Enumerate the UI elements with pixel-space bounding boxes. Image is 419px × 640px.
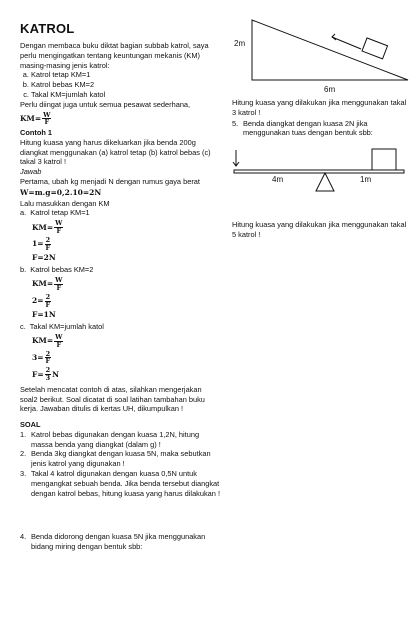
km-type-item: b. Katrol bebas KM=2	[31, 80, 220, 90]
load-box	[372, 149, 396, 170]
fraction-numerator: W	[43, 110, 51, 119]
km-type-item: a. Katrol tetap KM=1	[31, 70, 220, 80]
soal-title: SOAL	[20, 420, 41, 430]
lever-bar	[234, 170, 404, 173]
right-column	[232, 16, 410, 240]
part-b-step1: KM = $\frac{W}{F}$	[32, 276, 63, 292]
fulcrum	[316, 173, 334, 191]
soal-item: 1. Katrol bebas digunakan dengan kuasa 1,2N, hitung massa benda yang diangkat (dalam g) !	[20, 429, 200, 449]
soal-item: 2. Benda 3kg diangkat dengan kuasa 5N, maka sebutkan jenis katrol yang digunakan !	[20, 449, 211, 469]
answer-label: Jawab	[20, 167, 42, 177]
main-formula: KM = $\frac{W}{F}$	[20, 110, 51, 127]
intro-text: Dengan membaca buku diktat bagian subbab katrol, saya perlu mengingatkan tentang keuntungan mekanis (KM) masing-masing jenis katrol:	[20, 41, 209, 70]
part-b-step2: 2 = $\frac{2}{F}$	[32, 292, 51, 309]
closing-text: Setelah mencatat contoh di atas, silahkan mengerjakan soal2 berikut. Soal dicatat di soal latihan tambahan buku kerja. Jawaban ditulis di kertas UH, dikumpulkan !	[20, 384, 205, 414]
part-c-step2: 3 = $\frac{2}{F}$	[32, 349, 51, 366]
part-c-step1: KM = $\frac{W}{F}$	[32, 332, 63, 349]
soal-list	[20, 430, 220, 552]
km-type-list	[20, 70, 220, 99]
lever-left-label: 4m	[272, 175, 284, 185]
incline-height-label: 2m	[234, 39, 246, 48]
part-b-label: b. Katrol bebas KM=2	[20, 265, 94, 275]
part-c-label: c. Takal KM=jumlah katol	[20, 322, 104, 332]
soal-item: 4. Benda didorong dengan kuasa 5N jika menggunakan bidang miring dengan bentuk sbb:	[20, 532, 206, 552]
lever-question: Hitung kuasa yang dilakukan jika menggunakan takal 5 katrol !	[232, 220, 407, 239]
incline-diagram	[232, 16, 410, 96]
answer-text: Pertama, ubah kg menjadi N dengan rumus gaya berat	[20, 176, 200, 186]
incline-base-label: 6m	[324, 85, 336, 94]
example-text: Hitung kuasa yang harus dikeluarkan jika benda 200g diangkat menggunakan (a) katrol tetap (b) katrol bebas (c) takal 3 katrol !	[20, 137, 211, 167]
formula-fraction	[42, 112, 51, 127]
example-title: Contoh 1	[20, 128, 53, 138]
reminder-text: Perlu diingat juga untuk semua pesawat sederhana,	[20, 99, 191, 109]
left-column	[20, 20, 220, 552]
weight-formula: W=m.g=0,2.10=2N	[20, 187, 102, 197]
push-arrow-head	[332, 34, 336, 40]
page-title: KATROL	[20, 21, 75, 36]
push-arrow	[332, 37, 361, 49]
part-a-result: F=2N	[32, 253, 56, 263]
incline-question: Hitung kuasa yang dilakukan jika menggunakan takal 3 katrol !	[232, 98, 407, 117]
part-a-step1: KM = $\frac{W}{F}$	[32, 219, 63, 235]
part-b-result: F=1N	[32, 310, 56, 320]
part-a-label: a. Katrol tetap KM=1	[20, 208, 90, 218]
then-text: Lalu masukkan dengan KM	[20, 198, 110, 208]
lever-right-label: 1m	[360, 175, 372, 185]
lever-diagram	[232, 146, 410, 204]
part-a-step2: 1 = $\frac{2}{F}$	[32, 235, 51, 252]
soal-item: 3. Takal 4 katrol digunakan dengan kuasa 0,5N untuk mengangkat sebuah benda. Jika benda tersebut diangkat dengan katrol bebas, hitung kuasa yang harus dilakukan !	[20, 468, 221, 498]
formula-lhs: KM	[20, 113, 35, 123]
soal-item-5: 5. Benda diangkat dengan kuasa 2N jika menggunakan tuas dengan bentuk sbb:	[232, 118, 373, 138]
fraction-denominator: F	[44, 118, 50, 127]
part-c-result: F = $\frac{2}{3}$ N	[32, 366, 60, 383]
km-type-item: c. Takal KM=jumlah katol	[31, 90, 220, 100]
incline-box	[362, 38, 388, 59]
